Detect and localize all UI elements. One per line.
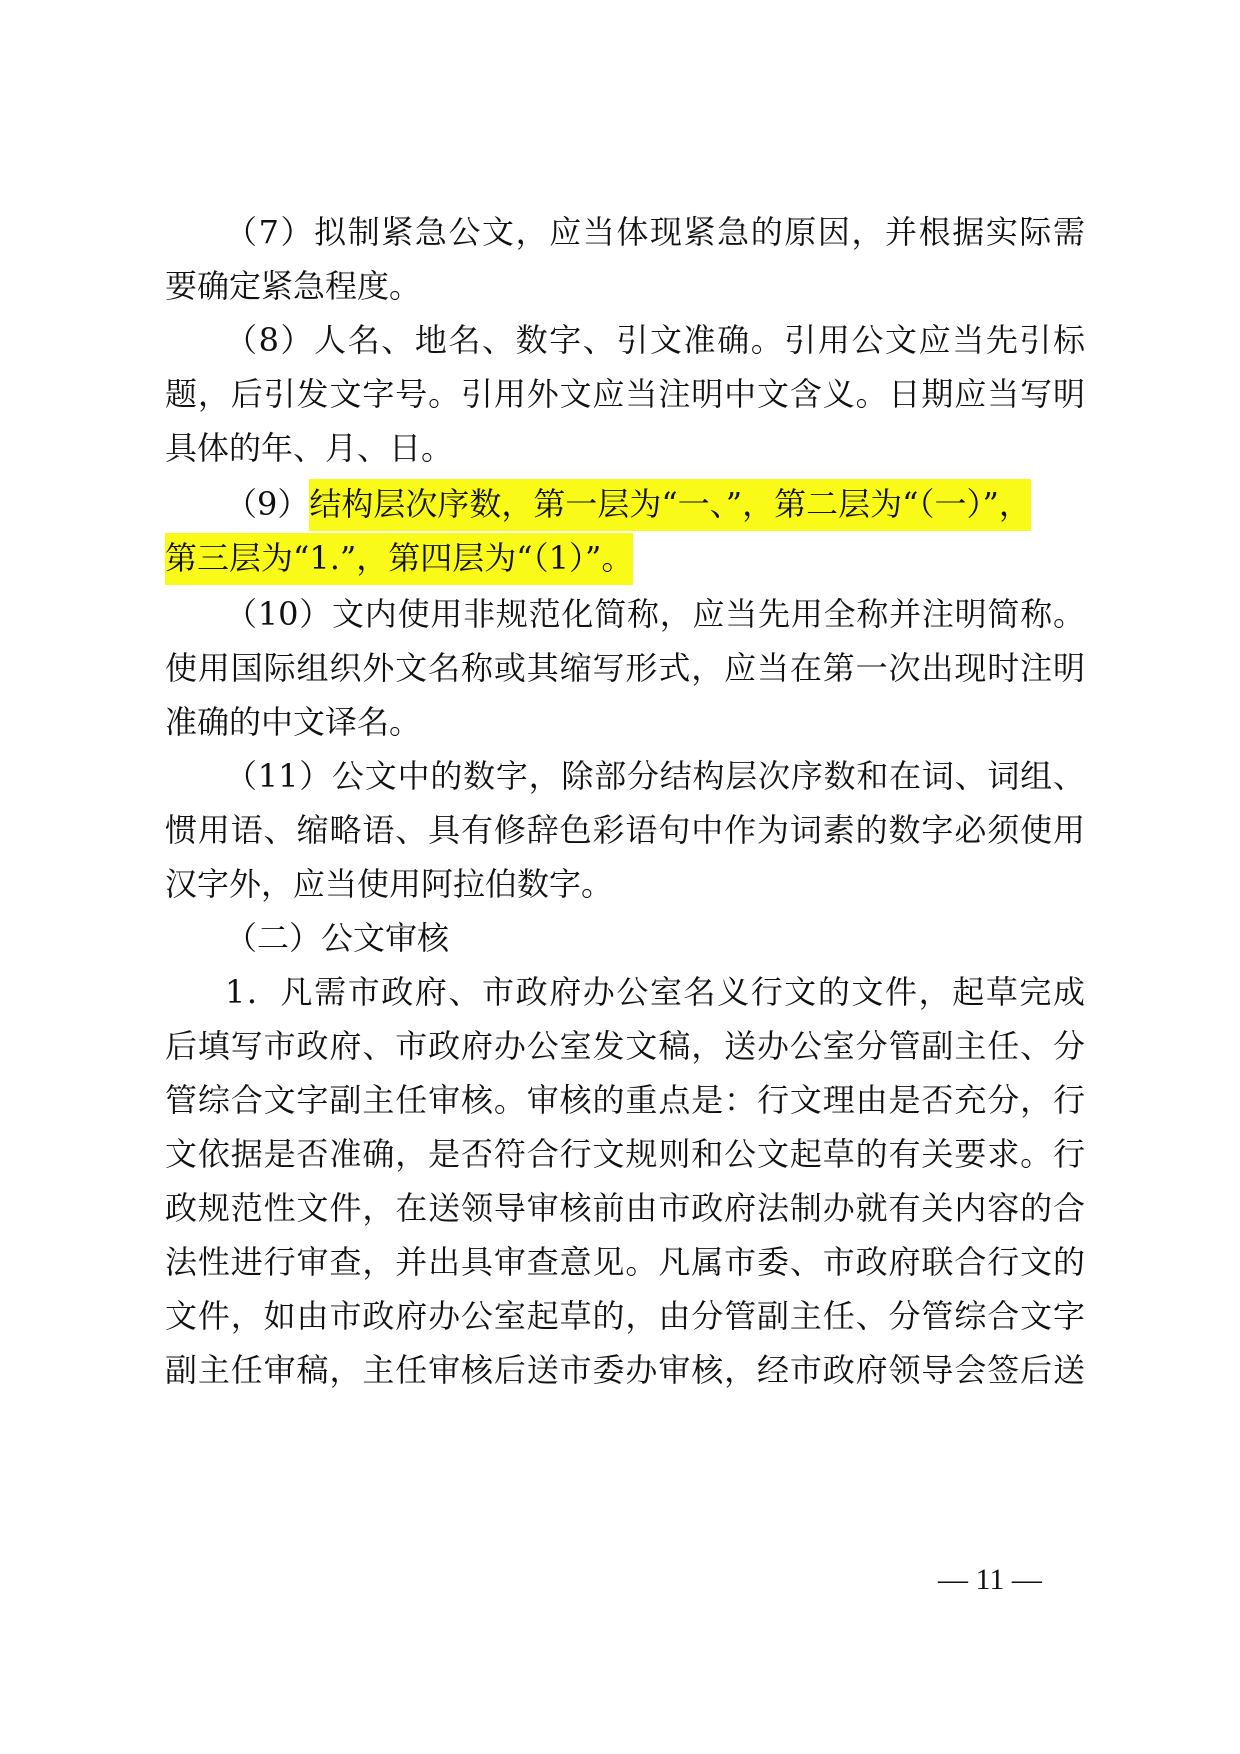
paragraph-9-line-2 [165,538,1085,578]
paragraph-7-line-1: （7）拟制紧急公文，应当体现紧急的原因，并根据实际需 [225,213,1085,251]
paragraph-7-line-2: 要确定紧急程度。 [165,267,422,305]
paragraph-10-line-2: 使用国际组织外文名称或其缩写形式，应当在第一次出现时注明 [165,649,1085,687]
paragraph-8-line-2: 题，后引发文字号。引用外文应当注明中文含义。日期应当写明 [165,375,1085,413]
item-1-line-6: 法性进行审查，并出具审查意见。凡属市委、市政府联合行文的 [165,1243,1085,1281]
paragraph-9-line-1 [165,484,1085,524]
item-1-line-1: 1．凡需市政府、市政府办公室名义行文的文件，起草完成 [225,973,1085,1011]
paragraph-10-line-3: 准确的中文译名。 [165,703,422,741]
paragraph-8-line-1: （8）人名、地名、数字、引文准确。引用公文应当先引标 [225,321,1085,359]
paragraph-11-line-1: （11）公文中的数字，除部分结构层次序数和在词、词组、 [225,757,1085,795]
page-number: — 11 — [938,1563,1042,1596]
item-1-line-7: 文件，如由市政府办公室起草的，由分管副主任、分管综合文字 [165,1297,1085,1335]
section-heading: （二）公文审核 [225,919,450,957]
item-1-line-4: 文依据是否准确，是否符合行文规则和公文起草的有关要求。行 [165,1135,1085,1173]
item-1-line-2: 后填写市政府、市政府办公室发文稿，送办公室分管副主任、分 [165,1027,1085,1065]
paragraph-8-line-3: 具体的年、月、日。 [165,429,454,467]
highlighted-text: 结构层次序数，第一层为“一、”，第二层为“（一）”， [309,479,1030,531]
paragraph-9-prefix: （9） [225,485,310,523]
highlighted-text: 第三层为“1.”，第四层为“（1）”。 [165,533,633,585]
item-1-line-5: 政规范性文件，在送领导审核前由市政府法制办就有关内容的合 [165,1189,1085,1227]
item-1-line-8: 副主任审稿，主任审核后送市委办审核，经市政府领导会签后送 [165,1351,1085,1389]
paragraph-11-line-3: 汉字外，应当使用阿拉伯数字。 [165,865,614,903]
item-1-line-3: 管综合文字副主任审核。审核的重点是：行文理由是否充分，行 [165,1081,1085,1119]
paragraph-11-line-2: 惯用语、缩略语、具有修辞色彩语句中作为词素的数字必须使用 [165,811,1085,849]
paragraph-10-line-1: （10）文内使用非规范化简称，应当先用全称并注明简称。 [225,595,1085,633]
